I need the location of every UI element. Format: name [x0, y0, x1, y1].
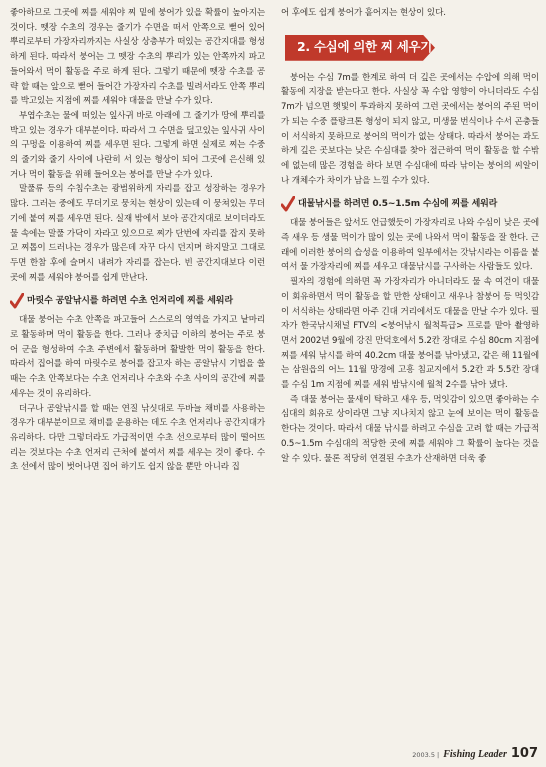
paragraph: 좋아하므로 그곳에 찌를 세워야 찌 밑에 붕어가 있을 확률이 높아지는 것이다. 뗏장 수초의 경우는 줄기가 수면을 떠서 안쪽으로 뻗어 있어 뿌리로부터 가장자리까지는 사실상 상층부가 떠있는 공간지대를 형성하게 된다. 따라서 붕어는 그 뗏장 수초의 뿌리가 있는 안쪽까지 파고 들어와서 먹이 활동을 주로 하게 된다. 그렇기 때문에 뗏장 수초를 공략 할 때는 앞으로 뻗어 들어간 가장자리 수초를 빌려서라도 안쪽 뿌리를 박고있는 지점에 찌를 세워야 대물을 만날 수가 있다.	[10, 8, 265, 107]
paragraph: 부엽수초는 물에 떠있는 잎사귀 바로 아래에 그 줄기가 땅에 뿌리를 박고 있는 경우가 대부분이다. 따라서 그 수면을 덮고있는 잎사귀 사이의 구멍을 이용하여 찌를 세우면 된다. 그렇게 하면 실제로 찌는 수중의 줄기와 줄기 사이에 나란히 서 있는 형상이 되어 그곳에 은신해 있거나 먹이 활동을 위해 들어오는 붕어를 만날 수가 있다.	[10, 110, 265, 180]
subheading-text: 대물낚시를 하려면 0.5~1.5m 수심에 찌를 세워라	[298, 198, 498, 209]
issue-date: 2003.5 |	[412, 751, 440, 759]
paragraph: 어 후에도 쉽게 붕어가 흩어지는 현상이 있다.	[281, 8, 446, 18]
paragraph: 필자의 경험에 의하면 꼭 가장자리가 아니더라도 물 속 여건이 대물이 회유하면서 먹이 활동을 할 만한 상태이고 새우나 참붕어 등 먹잇감이 서식하는 상태라면 아주 긴대 거리에서도 대물을 만날 수가 있다. 필자가 한국낚시채널 FTV의 <붕어낚시 월척특급> 프로를 맡아 촬영하면서 2002년 9월에 강진 만덕호에서 5.2칸 장대로 수심 80cm 지점에 찌를 세워 낚시를 하여 40.2cm 대물 붕어를 낚아냈고, 같은 해 11월에는 삼원읍의 어느 11월 망경에 고흥 침교지에서 5.2칸 과 5.5칸 장대를 수심 1m 지점에 찌를 세워 밤낚시에 월척 2수를 낚아 냈다.	[281, 277, 539, 391]
paragraph: 붕어는 수심 7m를 한계로 하여 더 깊은 곳에서는 수압에 의해 먹이 활동에 지장을 받는다고 한다. 사실상 꼭 수압 영향이 아니더라도 수심 7m가 넘으면 햇빛이 투과하지 못하여 그런 곳에서는 붕어의 주된 먹이가 되는 수중 플랑크톤 형성이 되지 않고, 미생물 번식이나 수서 곤충들이 서식하지 못하므로 붕어의 먹이가 없는 상태다. 따라서 붕어는 과도하게 깊은 곳보다는 낮은 수심대를 찾아 접근하여 먹이 활동을 할 수밖에 없는데 많은 경험을 하다 보면 수심대에 따라 낚이는 붕어의 씨알이나 개체수가 차이가 남을 느낄 수가 있다.	[281, 72, 539, 186]
paragraph: 더구나 공알낚시를 할 때는 연질 낚싯대로 두바늘 채비를 사용하는 경우가 대부분이므로 채비를 운용하는 데도 수초 언저리나 공간지대가 유리하다. 다만 그렇더라도 가급적이면 수초 선으로부터 많이 떨어뜨리는 것보다는 수초 언저리 근처에 붙여서 찌를 세우는 것이 좋다. 수초 선에서 많이 벗어나면 집어 하기도 쉽지 않을 뿐만 아니라 집	[10, 403, 265, 473]
red-checkmark-icon	[10, 293, 24, 309]
paragraph: 대물 붕어는 수초 안쪽을 파고들어 스스로의 영역을 가지고 낱마리로 활동하며 먹이 활동을 한다. 그러나 중치급 이하의 붕어는 주로 붕어 군을 형성하여 수초 주변에서 활동하며 활발한 먹이 활동을 한다. 따라서 집어를 하여 마릿수로 붕어를 잡고자 하는 공알낚시 기법을 쓸 때는 수초 안쪽보다는 수초 언저리나 수초와 수초 사이의 공간에 찌를 세우는 것이 유리하다.	[10, 315, 265, 399]
red-checkmark-icon	[281, 196, 295, 212]
section-title-banner	[285, 35, 539, 61]
magazine-name: Fishing Leader	[443, 749, 507, 760]
page-number: 107	[510, 746, 538, 761]
section-title: 2. 수심에 의한 찌 세우기	[297, 38, 433, 54]
paragraph: 말풀류 등의 수침수초는 광범위하게 자리를 잡고 성장하는 경우가 많다. 그러는 중에도 무더기로 뭉치는 현상이 있는데 이 뭉쳐있는 무더기에 붙여 찌를 세우면 된다. 실재 밖에서 보아 공간지대로 보이더라도 물 속에는 말풀 가닥이 자라고 있으므로 찌가 단번에 자리를 잡지 못하고 찌톱이 드러나는 경우가 많은데 자꾸 다시 던지며 하지말고 그대로 두면 한참 후에 슬며시 내려가 자리를 잡는다. 빈 공간지대보다 이런 곳에 찌를 세워야 붕어를 쉽게 만난다.	[10, 184, 265, 283]
right-column	[281, 6, 539, 466]
subheading	[10, 293, 265, 309]
paragraph: 즉 대물 붕어는 물새이 탁하고 새우 등, 먹잇감이 있으면 좋아하는 수심대의 회유로 상이라면 그냥 지나치지 않고 눈에 보이는 먹이 활동을 한다는 것이다. 따라서 대물 낚시를 하려고 수심을 고려 할 때는 가급적 0.5~1.5m 수심대의 적당한 곳에 찌를 세워야 그 확률이 높다는 것을 알 수 있다. 물론 적당히 연결된 수초가 산재하면 더욱 좋	[281, 394, 539, 464]
left-column	[10, 6, 265, 475]
page-footer	[412, 746, 538, 761]
paragraph: 대물 붕어들은 앞서도 언급했듯이 가장자리로 나와 수심이 낮은 곳에 즉 새우 등 생물 먹이가 많이 있는 곳에 나와서 먹이 활동을 잘 한다. 근래에 이러한 붕어의 습성을 이용하여 일부에서는 갓낚시라는 이름을 붙여서 물 가장자리에 찌를 세우고 대물낚시를 구사하는 사람들도 있다.	[281, 218, 539, 273]
subheading	[281, 196, 539, 212]
subheading-text: 마릿수 공알낚시를 하려면 수초 언저리에 찌를 세워라	[27, 296, 233, 306]
